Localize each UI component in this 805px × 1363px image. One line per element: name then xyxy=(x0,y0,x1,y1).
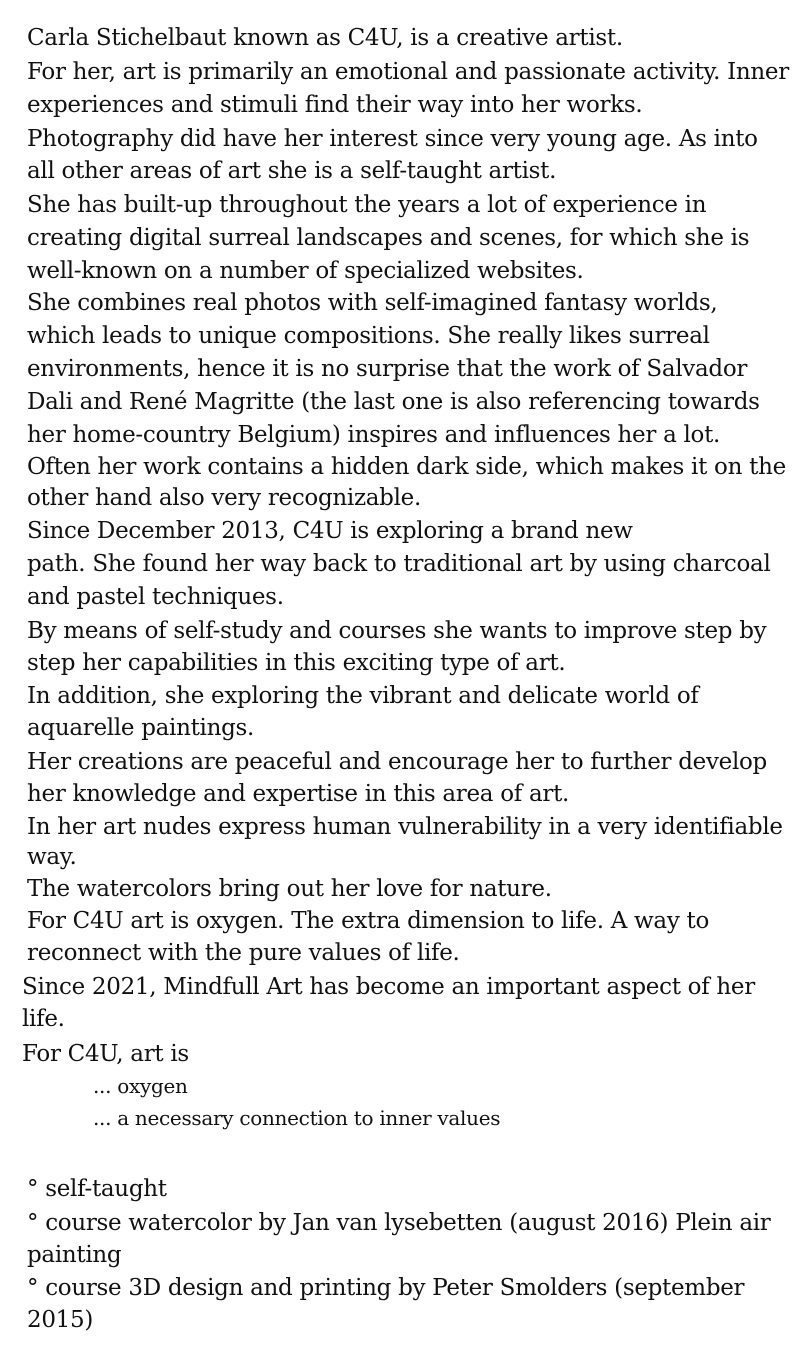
bio-line: aquarelle paintings. xyxy=(27,715,255,741)
bio-line: life. xyxy=(22,1006,65,1032)
bio-line: In addition, she exploring the vibrant and delicate world of xyxy=(27,683,699,709)
bio-line: her home-country Belgium) inspires and influences her a lot. xyxy=(27,422,721,448)
bio-line: For C4U, art is xyxy=(22,1041,189,1067)
credential-line: ° self-taught xyxy=(27,1176,167,1202)
bio-line: well-known on a number of specialized websites. xyxy=(27,258,584,284)
bio-line: creating digital surreal landscapes and scenes, for which she is xyxy=(27,225,750,251)
bio-line: In her art nudes express human vulnerability in a very identifiable xyxy=(27,814,783,840)
bio-line: Photography did have her interest since very young age. As into xyxy=(27,126,758,152)
bio-line: Dali and René Magritte (the last one is also referencing towards xyxy=(27,389,760,415)
bio-line: For C4U art is oxygen. The extra dimension to life. A way to xyxy=(27,908,710,934)
bio-line: experiences and stimuli find their way into her works. xyxy=(27,92,643,118)
bio-line: environments, hence it is no surprise that the work of Salvador xyxy=(27,356,748,382)
credential-line: ° course 3D design and printing by Peter Smolders (september xyxy=(27,1275,745,1301)
bio-line: path. She found her way back to traditional art by using charcoal xyxy=(27,551,771,577)
bio-line: and pastel techniques. xyxy=(27,584,284,610)
credential-line: 2015) xyxy=(27,1307,94,1333)
bio-line: Carla Stichelbaut known as C4U, is a creative artist. xyxy=(27,25,623,51)
bio-line: step her capabilities in this exciting type of art. xyxy=(27,650,566,676)
bio-line: The watercolors bring out her love for nature. xyxy=(27,876,552,902)
bio-line-indented: ... oxygen xyxy=(93,1074,188,1098)
bio-line: other hand also very recognizable. xyxy=(27,485,421,511)
bio-line: Since December 2013, C4U is exploring a brand new xyxy=(27,518,633,544)
bio-line: which leads to unique compositions. She really likes surreal xyxy=(27,323,710,349)
bio-line: For her, art is primarily an emotional and passionate activity. Inner xyxy=(27,59,789,85)
bio-line: By means of self-study and courses she wants to improve step by xyxy=(27,618,767,644)
credential-line: ° course watercolor by Jan van lysebetten (august 2016) Plein air xyxy=(27,1210,771,1236)
bio-line: all other areas of art she is a self-taught artist. xyxy=(27,158,557,184)
bio-line: Since 2021, Mindfull Art has become an important aspect of her xyxy=(22,974,755,1000)
bio-line-indented: ... a necessary connection to inner values xyxy=(93,1106,501,1130)
bio-line: way. xyxy=(27,844,77,870)
bio-line: reconnect with the pure values of life. xyxy=(27,940,460,966)
bio-line: Often her work contains a hidden dark side, which makes it on the xyxy=(27,454,786,480)
bio-line: her knowledge and expertise in this area of art. xyxy=(27,781,570,807)
bio-line: She has built-up throughout the years a lot of experience in xyxy=(27,192,707,218)
credential-line: painting xyxy=(27,1242,122,1268)
bio-line: Her creations are peaceful and encourage her to further develop xyxy=(27,749,767,775)
bio-line: She combines real photos with self-imagined fantasy worlds, xyxy=(27,290,718,316)
